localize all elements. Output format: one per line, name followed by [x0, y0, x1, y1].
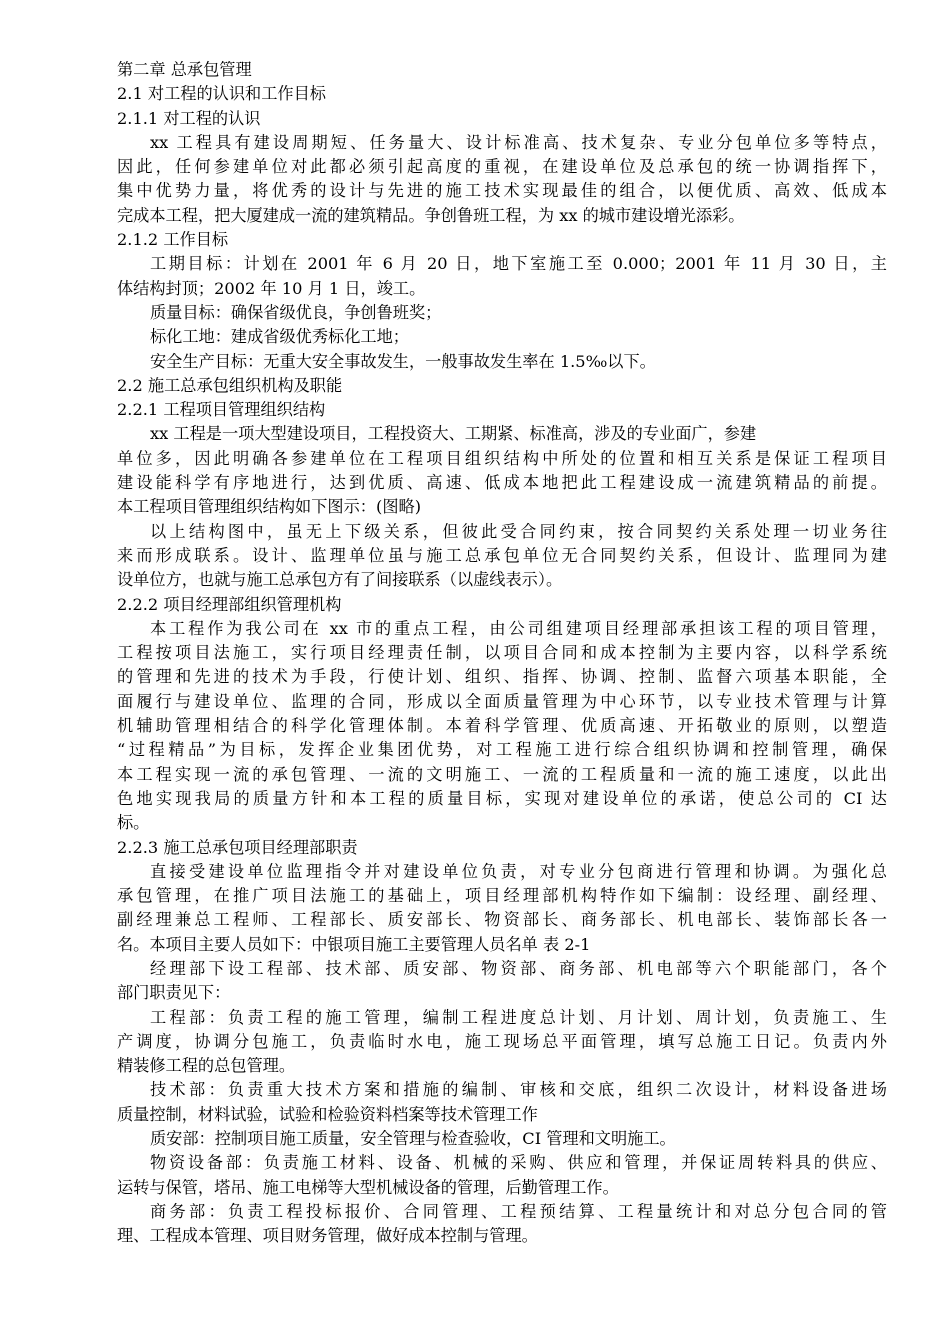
body-text-line: 面履行与建设单位、监理的合同，形成以全面质量管理为中心环节，以专业技术管理与计算 [117, 691, 887, 711]
body-text-line: 工期目标：计划在 2001 年 6 月 20 日，地下室施工至 0.000；2001 年 11 月 30 日，主 [150, 254, 887, 274]
section-heading: 2.2 施工总承包组织机构及职能 [117, 375, 343, 395]
body-text-line: 体结构封顶；2002 年 10 月 1 日，竣工。 [117, 278, 426, 298]
body-text-line: 副经理兼总工程师、工程部长、质安部长、物资部长、商务部长、机电部长、装饰部长各一 [117, 910, 887, 930]
body-text-line: 的管理和先进的技术为手段，行使计划、组织、指挥、协调、控制、监督六项基本职能，全 [117, 667, 887, 687]
body-text-line: 本工程作为我公司在 xx 市的重点工程，由公司组建项目经理部承担该工程的项目管理， [150, 618, 887, 638]
body-text-line: 经理部下设工程部、技术部、质安部、物资部、商务部、机电部等六个职能部门，各个 [150, 958, 887, 978]
body-text-line: 运转与保管，塔吊、施工电梯等大型机械设备的管理，后勤管理工作。 [117, 1177, 619, 1197]
body-text-line: 物资设备部：负责施工材料、设备、机械的采购、供应和管理，并保证周转料具的供应、 [150, 1153, 887, 1173]
body-text-line: 质量控制，材料试验，试验和检验资料档案等技术管理工作 [117, 1104, 538, 1124]
section-heading: 第二章 总承包管理 [117, 60, 252, 79]
section-heading: 2.2.2 项目经理部组织管理机构 [117, 594, 342, 614]
body-text-line: 建设能科学有序地进行，达到优质、高速、低成本地把此工程建设成一流建筑精品的前提。 [117, 473, 887, 493]
section-heading: 2.1.1 对工程的认识 [117, 108, 261, 128]
body-text-line: 来而形成联系。设计、监理单位虽与施工总承包单位无合同契约关系，但设计、监理同为建 [117, 545, 887, 565]
section-heading: 2.1 对工程的认识和工作目标 [117, 84, 326, 104]
body-text-line: 名。本项目主要人员如下：中银项目施工主要管理人员名单 表 2-1 [117, 934, 591, 954]
body-text-line: 工程按项目法施工，实行项目经理责任制，以项目合同和成本控制为主要内容，以科学系统 [117, 643, 887, 663]
body-text-line: 单位多，因此明确各参建单位在工程项目组织结构中所处的位置和相互关系是保证工程项目 [117, 448, 887, 468]
body-text-line: 直接受建设单位监理指令并对建设单位负责，对专业分包商进行管理和协调。为强化总 [150, 861, 887, 881]
section-heading: 2.2.3 施工总承包项目经理部职责 [117, 837, 358, 857]
body-text-line: 产调度，协调分包施工，负责临时水电，施工现场总平面管理，填写总施工日记。负责内外 [117, 1031, 887, 1051]
body-text-line: “过程精品”为目标，发挥企业集团优势，对工程施工进行综合组织协调和控制管理，确保 [117, 740, 887, 760]
body-text-line: 质安部：控制项目施工质量，安全管理与检查验收，CI 管理和文明施工。 [150, 1129, 676, 1149]
body-text-line: xx 工程具有建设周期短、任务量大、设计标准高、技术复杂、专业分包单位多等特点， [150, 132, 887, 152]
body-text-line: 色地实现我局的质量方针和本工程的质量目标，实现对建设单位的承诺，使总公司的 CI 达 [117, 788, 887, 808]
body-text-line: 理、工程成本管理、项目财务管理，做好成本控制与管理。 [117, 1226, 538, 1246]
body-text-line: 机辅助管理相结合的科学化管理体制。本着科学管理、优质高速、开拓敬业的原则，以塑造 [117, 716, 887, 736]
body-text-line: 标。 [117, 813, 150, 833]
body-text-line: 标化工地：建成省级优秀标化工地； [150, 327, 409, 347]
body-text-line: 设单位方，也就与施工总承包方有了间接联系（以虚线表示）。 [117, 570, 563, 590]
body-text-line: 精装修工程的总包管理。 [117, 1056, 296, 1076]
section-heading: 2.2.1 工程项目管理组织结构 [117, 400, 326, 420]
body-text-line: 安全生产目标：无重大安全事故发生，一般事故发生率在 1.5‰以下。 [150, 351, 656, 371]
body-text-line: 工程部：负责工程的施工管理，编制工程进度总计划、月计划、周计划，负责施工、生 [150, 1007, 887, 1027]
section-heading: 2.1.2 工作目标 [117, 230, 229, 250]
document-page [117, 58, 887, 1249]
body-text-line: 本工程项目管理组织结构如下图示：(图略) [117, 497, 422, 517]
body-text-line: 技术部：负责重大技术方案和措施的编制、审核和交底，组织二次设计，材料设备进场 [150, 1080, 887, 1100]
body-text-line: 质量目标：确保省级优良，争创鲁班奖； [150, 302, 442, 322]
body-text-line: xx 工程是一项大型建设项目，工程投资大、工期紧、标准高，涉及的专业面广，参建 [150, 424, 757, 444]
body-text-line: 因此，任何参建单位对此都必须引起高度的重视，在建设单位及总承包的统一协调指挥下， [117, 157, 887, 177]
body-text-line: 承包管理，在推广项目法施工的基础上，项目经理部机构特作如下编制：设经理、副经理、 [117, 886, 887, 906]
body-text-line: 商务部：负责工程投标报价、合同管理、工程预结算、工程量统计和对总分包合同的管 [150, 1201, 887, 1221]
body-text-line: 完成本工程，把大厦建成一流的建筑精品。争创鲁班工程，为 xx 的城市建设增光添彩。 [117, 205, 745, 225]
body-text-line: 部门职责见下： [117, 983, 231, 1003]
body-text-line: 以上结构图中，虽无上下级关系，但彼此受合同约束，按合同契约关系处理一切业务往 [150, 521, 887, 541]
body-text-line: 本工程实现一流的承包管理、一流的文明施工、一流的工程质量和一流的施工速度，以此出 [117, 764, 887, 784]
body-text-line: 集中优势力量，将优秀的设计与先进的施工技术实现最佳的组合，以便优质、高效、低成本 [117, 181, 887, 201]
